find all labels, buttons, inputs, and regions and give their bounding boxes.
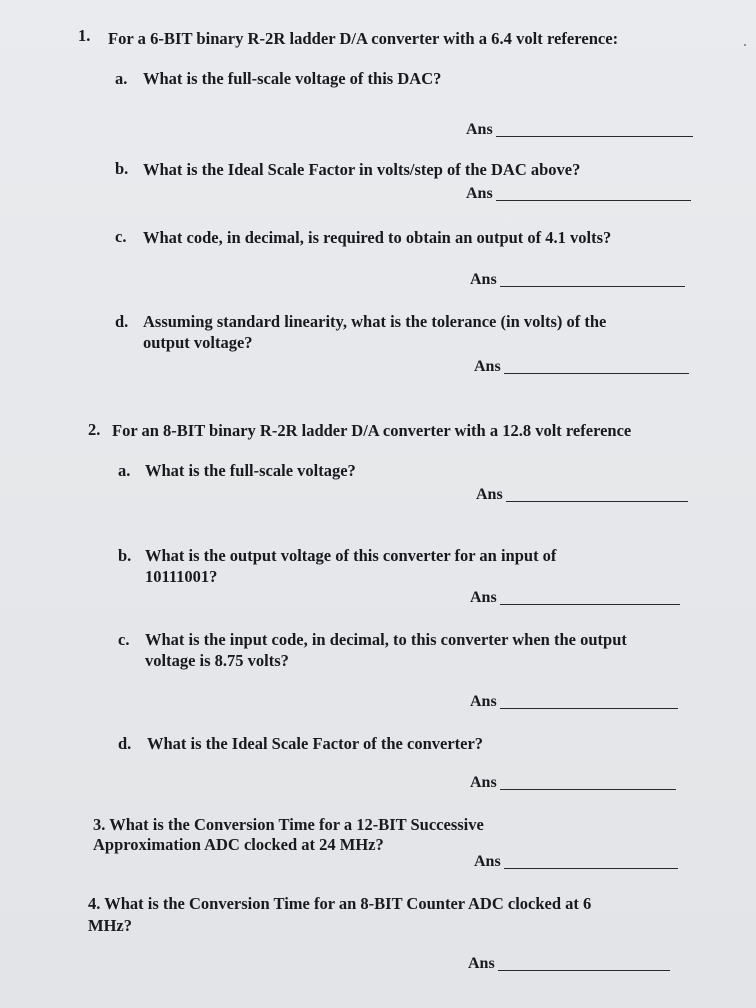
answer-1a[interactable] [466,119,696,141]
question-1d-text-line1: Assuming standard linearity, what is the tolerance (in volts) of the [143,312,607,331]
question-2c-letter: c. [118,630,130,649]
answer-blank[interactable] [504,868,678,869]
answer-label: Ans [470,271,497,288]
question-1c-letter: c. [115,227,127,246]
answer-1b[interactable] [466,183,696,205]
answer-blank[interactable] [504,373,689,374]
answer-2c[interactable] [470,691,700,713]
question-4-text-line1: 4. What is the Conversion Time for an 8-BIT Counter ADC clocked at 6 [88,894,592,913]
answer-4[interactable] [468,953,698,975]
question-3-text-line1: 3. What is the Conversion Time for a 12-BIT Successive [93,815,484,834]
answer-blank[interactable] [506,501,688,502]
question-1a-letter: a. [115,69,128,88]
answer-blank[interactable] [496,200,691,201]
question-1-text: For a 6-BIT binary R-2R ladder D/A converter with a 6.4 volt reference: [108,29,619,48]
answer-label: Ans [474,358,501,375]
answer-label: Ans [466,185,493,202]
answer-label: Ans [470,693,497,710]
answer-label: Ans [466,121,493,138]
question-2b-letter: b. [118,546,132,565]
answer-2a[interactable] [476,484,706,506]
question-1c-text: What code, in decimal, is required to obtain an output of 4.1 volts? [143,228,612,247]
question-1-number: 1. [78,26,91,45]
question-2-number: 2. [88,420,101,439]
question-2c-text-line1: What is the input code, in decimal, to this converter when the output [145,630,627,649]
answer-label: Ans [474,853,501,870]
question-2d-text: What is the Ideal Scale Factor of the converter? [147,734,484,753]
paper-speck [744,44,746,46]
question-2b-text-line2: 10111001? [145,567,218,586]
question-1b-text: What is the Ideal Scale Factor in volts/step of the DAC above? [143,160,581,179]
question-2c-text-line2: voltage is 8.75 volts? [145,651,289,670]
answer-blank[interactable] [500,286,685,287]
answer-blank[interactable] [500,789,676,790]
answer-label: Ans [470,589,497,606]
answer-blank[interactable] [496,136,693,137]
answer-label: Ans [476,486,503,503]
question-2a-text: What is the full-scale voltage? [145,461,356,480]
question-2-text: For an 8-BIT binary R-2R ladder D/A converter with a 12.8 volt reference [112,421,632,440]
question-1d-text-line2: output voltage? [143,333,253,352]
question-2b-text-line1: What is the output voltage of this converter for an input of [145,546,557,565]
answer-2b[interactable] [470,587,700,609]
question-2a-letter: a. [118,461,131,480]
answer-label: Ans [468,955,495,972]
question-2d-letter: d. [118,734,132,753]
answer-1c[interactable] [470,269,700,291]
question-1a-text: What is the full-scale voltage of this DAC? [143,69,442,88]
answer-blank[interactable] [500,708,678,709]
answer-3[interactable] [474,851,704,873]
question-1d-letter: d. [115,312,129,331]
answer-1d[interactable] [474,356,704,378]
question-4-text-line2: MHz? [88,916,132,935]
answer-blank[interactable] [500,604,680,605]
question-3-text-line2: Approximation ADC clocked at 24 MHz? [93,835,384,854]
answer-blank[interactable] [498,970,670,971]
question-1b-letter: b. [115,159,129,178]
answer-label: Ans [470,774,497,791]
answer-2d[interactable] [470,772,700,794]
